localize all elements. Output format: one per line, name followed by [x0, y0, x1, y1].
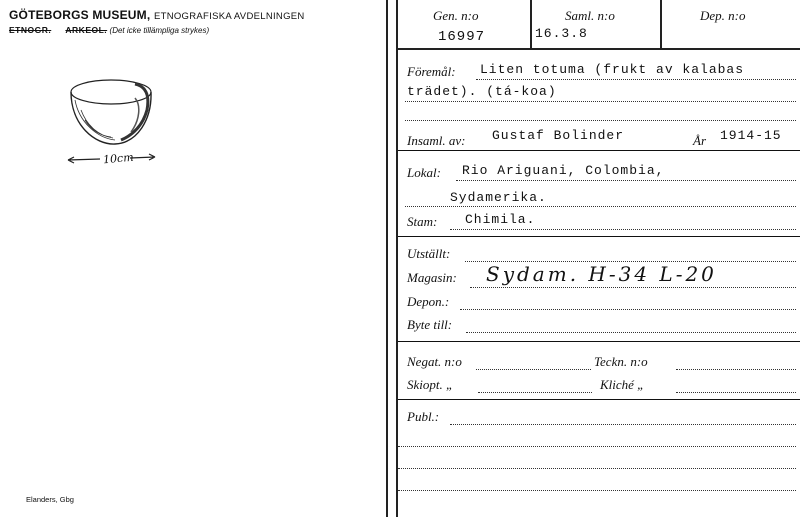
depon-label: Depon.: [407, 294, 450, 309]
dep-label: Dep. n:o [700, 8, 746, 23]
stam-dots [450, 229, 796, 230]
publ-dots2 [398, 446, 796, 447]
teckn-dots [676, 369, 796, 370]
insaml-value: Gustaf Bolinder [492, 128, 625, 143]
skiopt-rule [398, 399, 800, 400]
foremal-dots1 [476, 79, 796, 80]
negat-label: Negat. n:o [407, 354, 462, 369]
card-divider [386, 0, 388, 517]
depon-dots [460, 309, 796, 310]
lokal-dots1 [456, 180, 796, 181]
foremal-dots2 [405, 101, 796, 102]
byte-label: Byte till: [407, 317, 453, 332]
right-border [396, 0, 398, 517]
saml-value: 16.3.8 [535, 26, 588, 41]
skiopt-label: Skiopt. „ [407, 377, 454, 392]
negat-dots [476, 369, 591, 370]
gen-value: 16997 [438, 29, 486, 45]
publ-dots3 [398, 468, 796, 469]
publ-label: Publ.: [407, 409, 440, 424]
saml-label: Saml. n:o [565, 8, 615, 23]
magasin-value: Sydam. H-34 L-20 [486, 262, 717, 286]
publ-dots1 [450, 424, 796, 425]
header-rule [398, 48, 800, 50]
kliche-dots [676, 392, 796, 393]
skiopt-dots [478, 392, 592, 393]
byte-dots [466, 332, 796, 333]
printer-footer: Elanders, Gbg [26, 495, 74, 504]
museum-title [9, 8, 305, 22]
foremal-line2: trädet). (tá-koa) [407, 84, 557, 99]
stam-label: Stam: [407, 214, 438, 229]
lokal-dots2 [405, 206, 796, 207]
struck-etnogr: ETNOGR. [9, 25, 52, 35]
kliche-label: Kliché „ [600, 377, 645, 392]
magasin-label: Magasin: [407, 270, 457, 285]
ar-label: År [693, 133, 706, 148]
ar-value: 1914-15 [720, 128, 782, 143]
struck-arkeol: ARKEOL. [65, 25, 108, 35]
strike-note: (Det icke tillämpliga strykes) [109, 26, 210, 35]
gen-label: Gen. n:o [433, 8, 479, 23]
byte-rule [398, 341, 800, 342]
department-name: ETNOGRAFISKA AVDELNINGEN [153, 11, 305, 22]
utstallt-label: Utställt: [407, 246, 451, 261]
category-line [9, 25, 209, 35]
insaml-label: Insaml. av: [407, 133, 466, 148]
publ-dots4 [398, 490, 796, 491]
header-sep-1 [530, 0, 532, 48]
insaml-rule [398, 150, 800, 151]
lokal-line2: Sydamerika. [450, 190, 547, 205]
teckn-label: Teckn. n:o [594, 354, 648, 369]
lokal-line1: Rio Ariguani, Colombia, [462, 163, 665, 178]
stam-rule [398, 236, 800, 237]
foremal-line1: Liten totuma (frukt av kalabas [480, 62, 745, 77]
scale-label: 10cm [102, 150, 135, 167]
museum-name: GÖTEBORGS MUSEUM, [9, 8, 151, 22]
lokal-label: Lokal: [407, 165, 441, 180]
stam-value: Chimila. [465, 212, 536, 227]
foremal-label: Föremål: [407, 64, 456, 79]
magasin-dots [470, 287, 796, 288]
header-sep-2 [660, 0, 662, 48]
foremal-dots3 [405, 120, 796, 121]
